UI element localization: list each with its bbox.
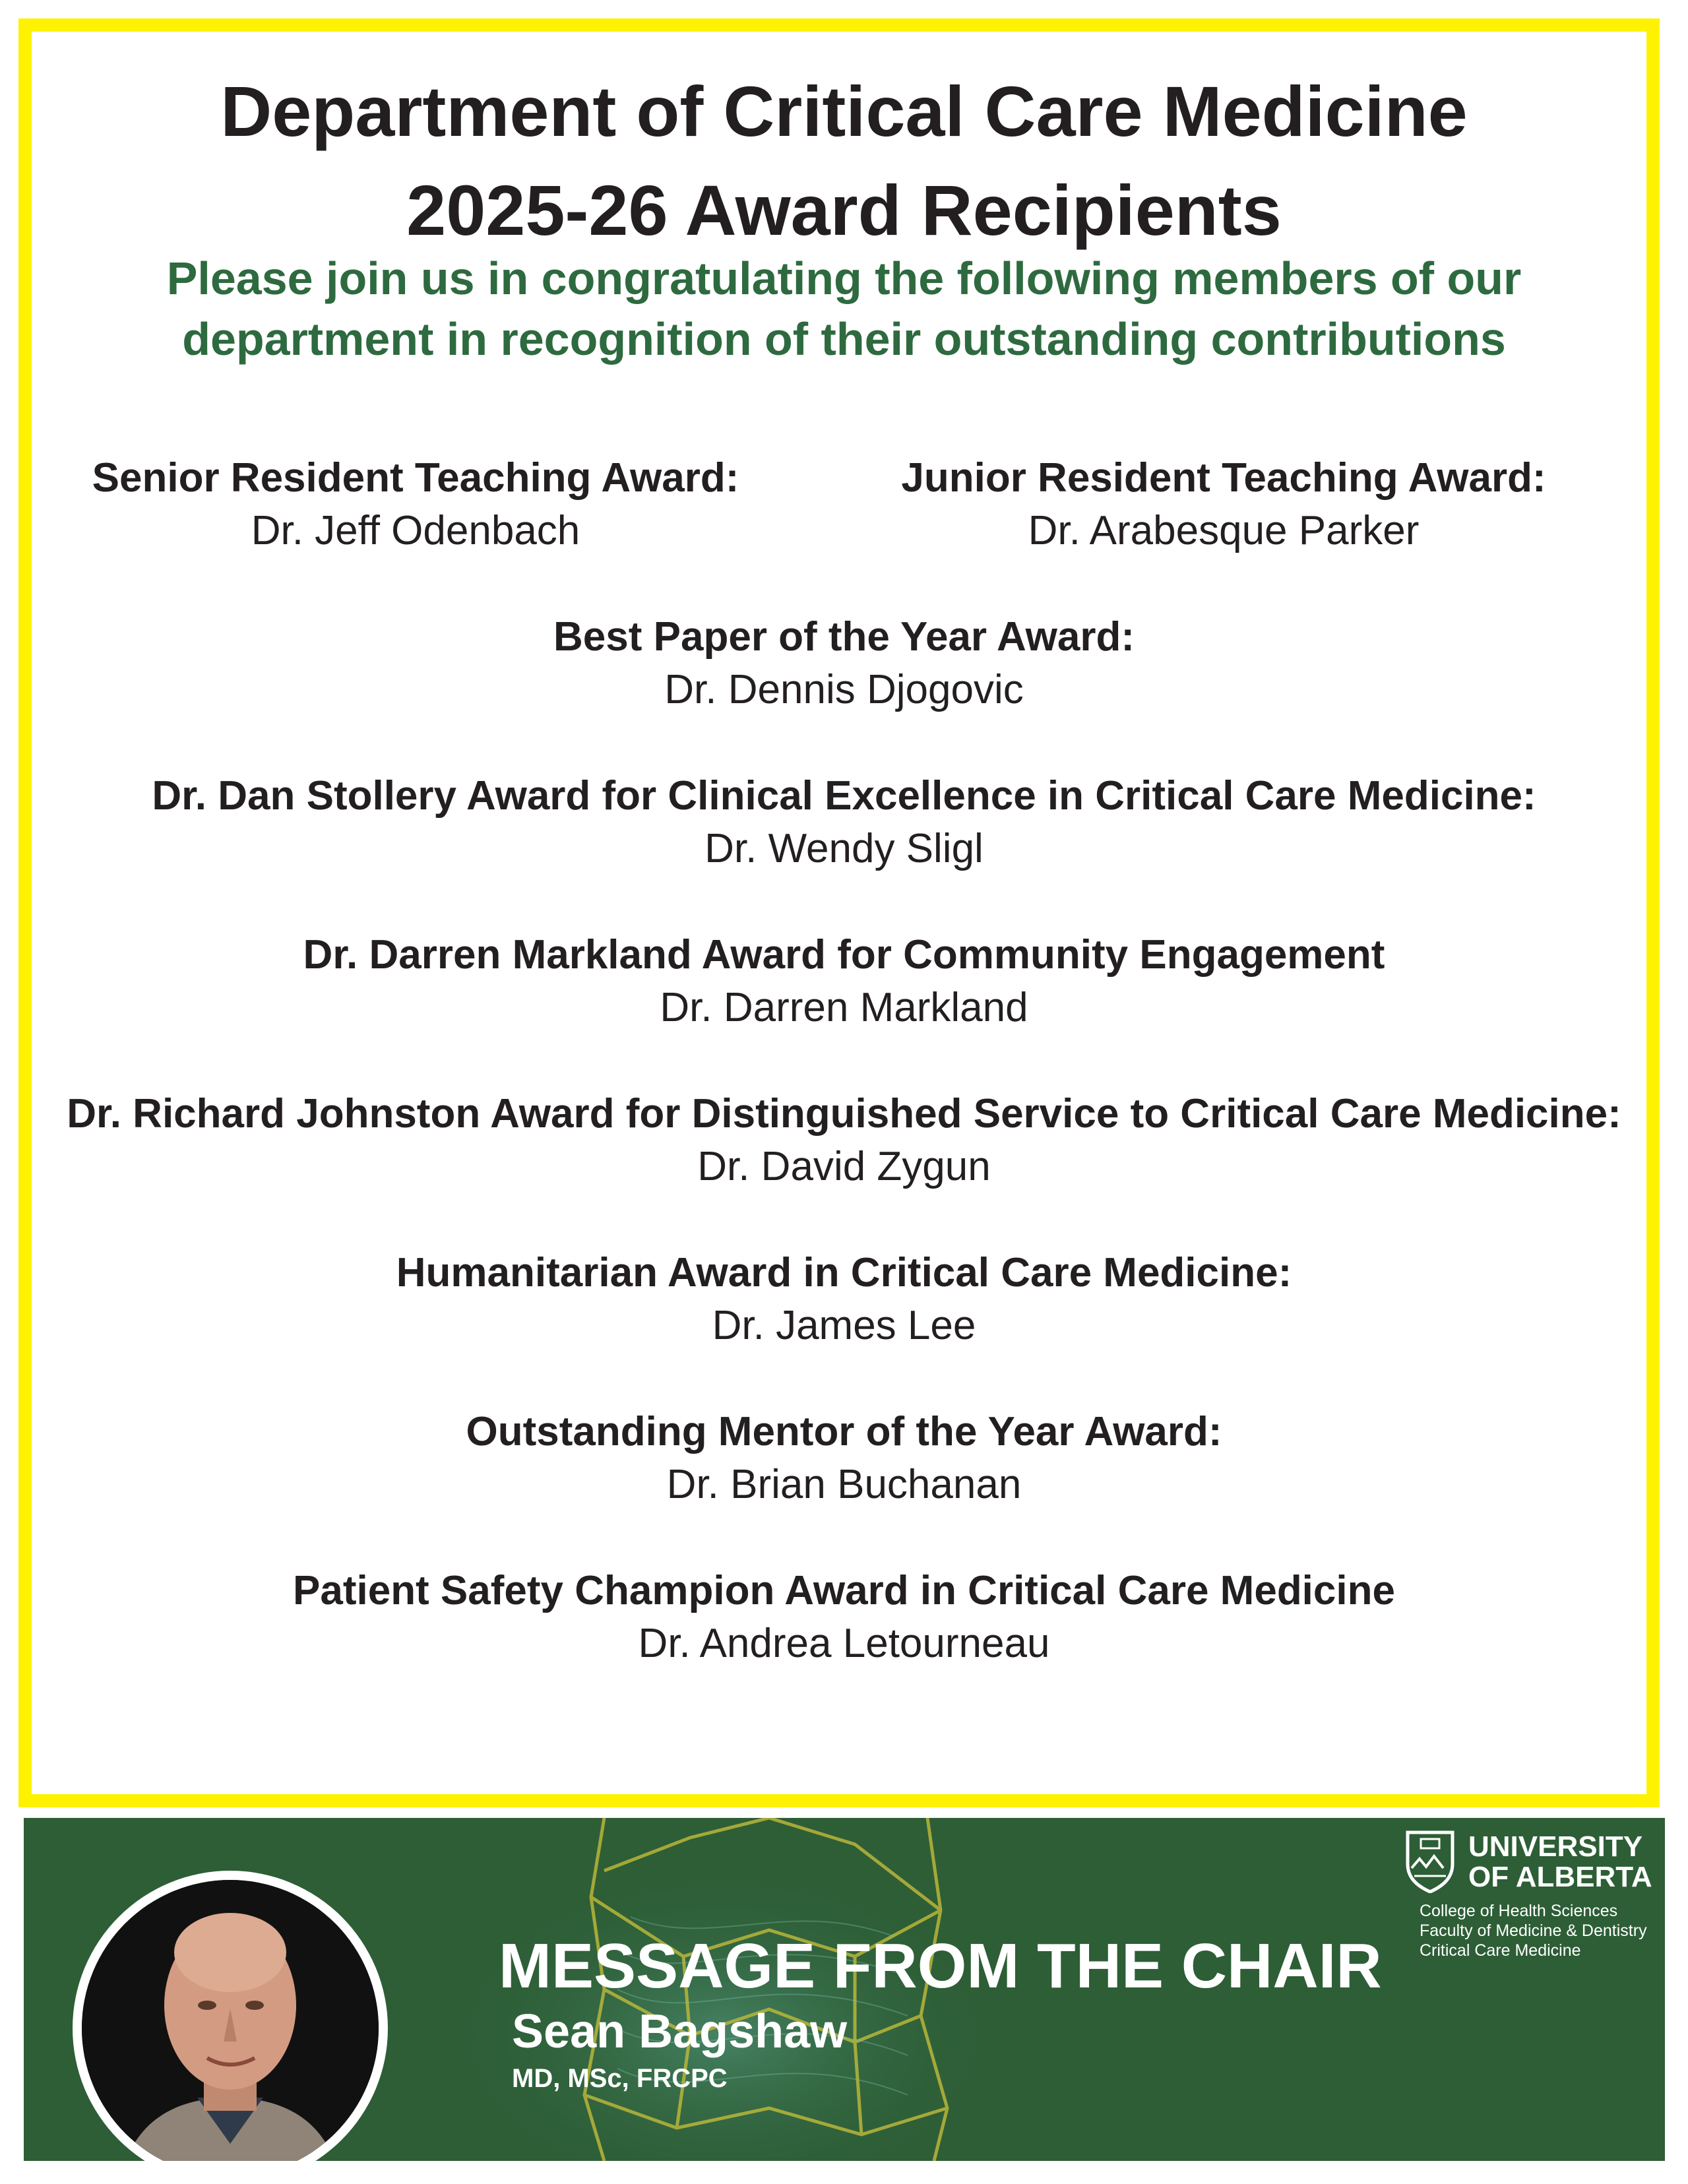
award-best-paper (0, 611, 1688, 716)
award-recipient: Dr. James Lee (712, 1303, 976, 1348)
award-recipient: Dr. Jeff Odenbach (251, 508, 580, 553)
award-clinical-excellence (0, 770, 1688, 875)
award-junior-resident-teaching (877, 452, 1570, 557)
page-title: Department of Critical Care Medicine (220, 71, 1468, 151)
award-recipient: Dr. David Zygun (697, 1144, 991, 1189)
subtitle-line-2: department in recognition of their outstanding contributions (182, 313, 1506, 365)
award-name: Outstanding Mentor of the Year Award: (466, 1409, 1222, 1454)
chair-name: Sean Bagshaw (512, 2005, 848, 2058)
faculty-line-2: Faculty of Medicine & Dentistry (1420, 1921, 1647, 1940)
faculty-line-3: Critical Care Medicine (1420, 1941, 1581, 1960)
award-name: Senior Resident Teaching Award: (92, 455, 739, 501)
award-recipient: Dr. Darren Markland (660, 985, 1028, 1030)
university-name-line-1: UNIVERSITY (1468, 1830, 1643, 1863)
award-name: Dr. Darren Markland Award for Community Engagement (303, 932, 1385, 978)
award-distinguished-service (0, 1088, 1688, 1193)
award-recipient: Dr. Brian Buchanan (666, 1462, 1022, 1507)
award-recipient: Dr. Dennis Djogovic (664, 667, 1024, 712)
university-name-line-2: OF ALBERTA (1468, 1861, 1652, 1893)
award-name: Dr. Dan Stollery Award for Clinical Excellence in Critical Care Medicine: (152, 773, 1536, 819)
faculty-line-1: College of Health Sciences (1420, 1902, 1618, 1920)
university-shield-icon (1405, 1830, 1455, 1893)
award-patient-safety (0, 1565, 1688, 1670)
award-recipient: Dr. Arabesque Parker (1028, 508, 1420, 553)
award-name: Best Paper of the Year Award: (553, 614, 1135, 660)
award-recipient: Dr. Wendy Sligl (704, 826, 984, 871)
chair-credentials: MD, MSc, FRCPC (512, 2064, 728, 2093)
chair-portrait (82, 1880, 379, 2161)
award-name: Patient Safety Champion Award in Critical Care Medicine (293, 1568, 1395, 1613)
page-title-year: 2025-26 Award Recipients (406, 170, 1282, 250)
award-name: Humanitarian Award in Critical Care Medicine: (396, 1250, 1292, 1295)
award-recipient: Dr. Andrea Letourneau (638, 1621, 1050, 1666)
award-humanitarian (0, 1247, 1688, 1352)
award-name: Junior Resident Teaching Award: (901, 455, 1546, 501)
award-senior-resident-teaching (86, 452, 745, 557)
banner-heading: MESSAGE FROM THE CHAIR (499, 1931, 1382, 2001)
award-community-engagement (0, 929, 1688, 1034)
chair-message-banner (24, 1818, 1665, 2161)
award-outstanding-mentor (0, 1406, 1688, 1511)
subtitle-line-1: Please join us in congratulating the following members of our (166, 253, 1522, 304)
award-name: Dr. Richard Johnston Award for Distinguished Service to Critical Care Medicine: (67, 1091, 1621, 1137)
